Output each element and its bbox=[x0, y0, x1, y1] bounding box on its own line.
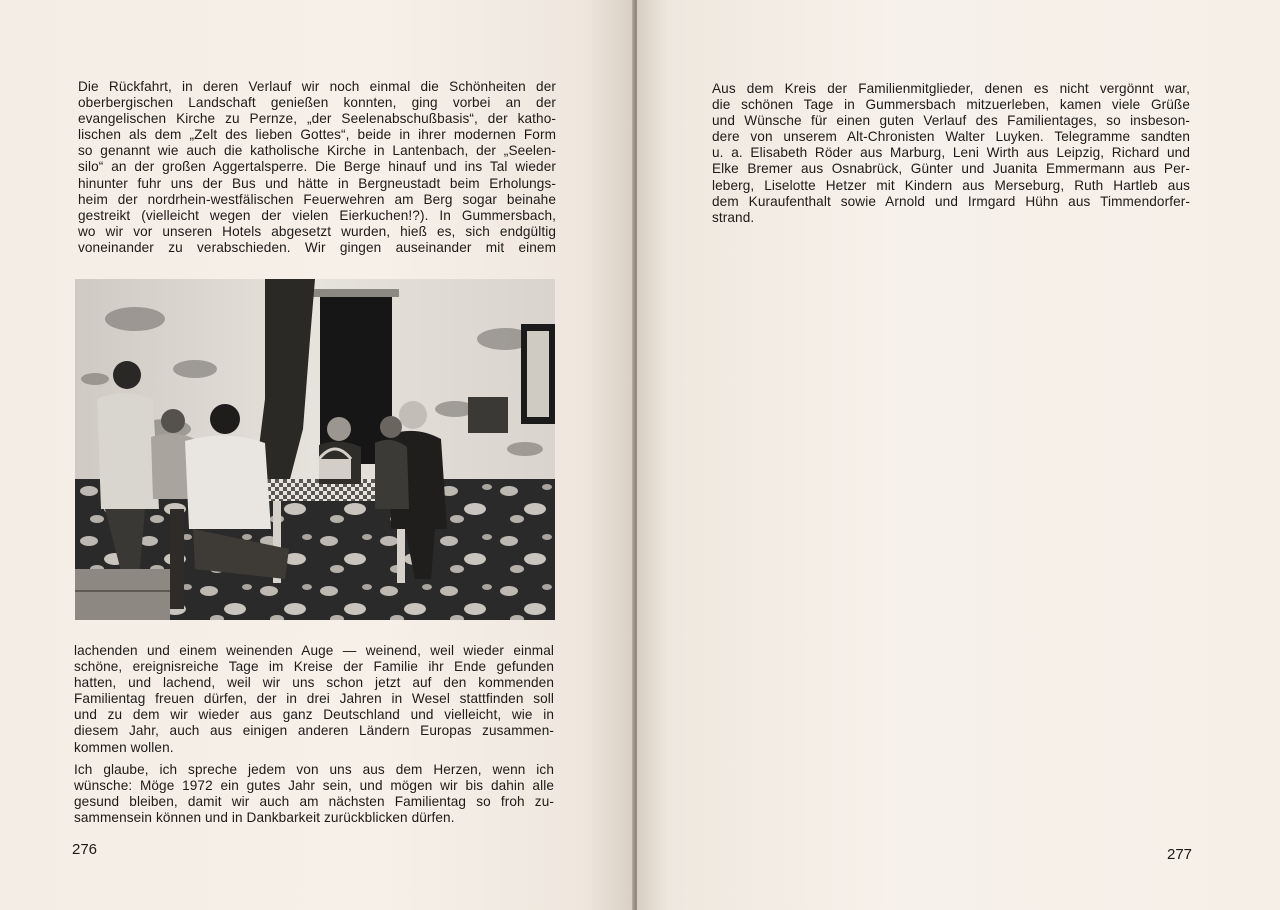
text-line: so genannt wie auch die katholische Kirche in Lantenbach, der „Seelen- bbox=[78, 143, 556, 159]
page-number-left: 276 bbox=[72, 841, 98, 858]
text-line: dem Kuraufenthalt sowie Arnold und Irmgard Hühn aus Timmendorfer- bbox=[712, 193, 1190, 209]
page-number-right: 277 bbox=[1167, 846, 1193, 863]
text-line: heim der nordrhein-westfälischen Feuerwehren am Berg sogar beinahe bbox=[78, 191, 556, 207]
left-paragraph-1 bbox=[78, 79, 556, 256]
right-page bbox=[637, 0, 1280, 910]
text-line: oberbergischen Landschaft genießen konnten, ging vorbei an der bbox=[78, 95, 556, 111]
text-line: lischen als dem „Zelt des lieben Gottes“, beide in ihrer modernen Form bbox=[78, 127, 556, 143]
text-line: evangelischen Kirche zu Pernze, „der Seelenabschußbasis“, der katho- bbox=[78, 111, 556, 127]
text-line: hinunter fuhr uns der Bus und hätte in Bergneustadt beim Erholungs- bbox=[78, 175, 556, 191]
text-line: u. a. Elisabeth Röder aus Marburg, Leni Wirth aus Leipzig, Richard und bbox=[712, 145, 1190, 161]
text-line: Die Rückfahrt, in deren Verlauf wir noch einmal die Schönheiten der bbox=[78, 79, 556, 94]
text-line: voneinander zu verabschieden. Wir gingen auseinander mit einem bbox=[78, 239, 556, 255]
text-line: kommen wollen. bbox=[74, 739, 174, 755]
text-line: sammensein können und in Dankbarkeit zurückblicken dürfen. bbox=[74, 809, 455, 825]
text-line: strand. bbox=[712, 209, 755, 225]
text-line: leberg, Liselotte Hetzer mit Kindern aus Merseburg, Ruth Hartleb aus bbox=[712, 177, 1190, 193]
photograph-family-at-table bbox=[75, 279, 555, 620]
right-paragraph-1 bbox=[712, 81, 1190, 226]
text-line: gesund bleiben, damit wir auch am nächsten Familientag so froh zu- bbox=[74, 793, 554, 809]
text-line: diesem Jahr, auch aus einigen anderen Ländern Europas zusammen- bbox=[74, 723, 554, 739]
photo-illustration bbox=[75, 279, 555, 620]
text-line: hatten, und lachend, weil wir uns schon jetzt auf den kommenden bbox=[74, 675, 554, 691]
text-line: die schönen Tage in Gummersbach mitzuerleben, kamen viele Grüße bbox=[712, 97, 1190, 113]
text-line: schöne, ereignisreiche Tage im Kreise der Familie ihr Ende gefunden bbox=[74, 659, 554, 675]
text-line: Elke Bremer aus Osnabrück, Günter und Juanita Emmermann aus Per- bbox=[712, 161, 1190, 177]
left-page bbox=[0, 0, 634, 910]
text-line: und zu dem wir wieder aus ganz Deutschland und vielleicht, wie in bbox=[74, 707, 554, 723]
text-line: Ich glaube, ich spreche jedem von uns aus dem Herzen, wenn ich bbox=[74, 761, 554, 777]
text-line: wo wir vor unseren Hotels abgesetzt wurden, hieß es, sich endgültig bbox=[78, 223, 556, 239]
left-paragraph-2 bbox=[74, 643, 554, 826]
text-line: und Wünsche für einen guten Verlauf des Familientages, so insbeson- bbox=[712, 113, 1190, 129]
text-line: wünsche: Möge 1972 ein gutes Jahr sein, und mögen wir bis dahin alle bbox=[74, 777, 554, 793]
text-line: lachenden und einem weinenden Auge — weinend, weil wieder einmal bbox=[74, 643, 554, 658]
text-line: dere von unserem Alt-Chronisten Walter Luyken. Telegramme sandten bbox=[712, 129, 1190, 145]
text-line: gestreikt (vielleicht wegen der vielen Eierkuchen!?). In Gummersbach, bbox=[78, 207, 556, 223]
text-line: silo“ an der großen Aggertalsperre. Die Berge hinauf und ins Tal wieder bbox=[78, 159, 556, 175]
text-line: Familientag freuen dürfen, der in drei Jahren in Wesel stattfinden soll bbox=[74, 691, 554, 707]
text-line: Aus dem Kreis der Familienmitglieder, denen es nicht vergönnt war, bbox=[712, 81, 1190, 96]
